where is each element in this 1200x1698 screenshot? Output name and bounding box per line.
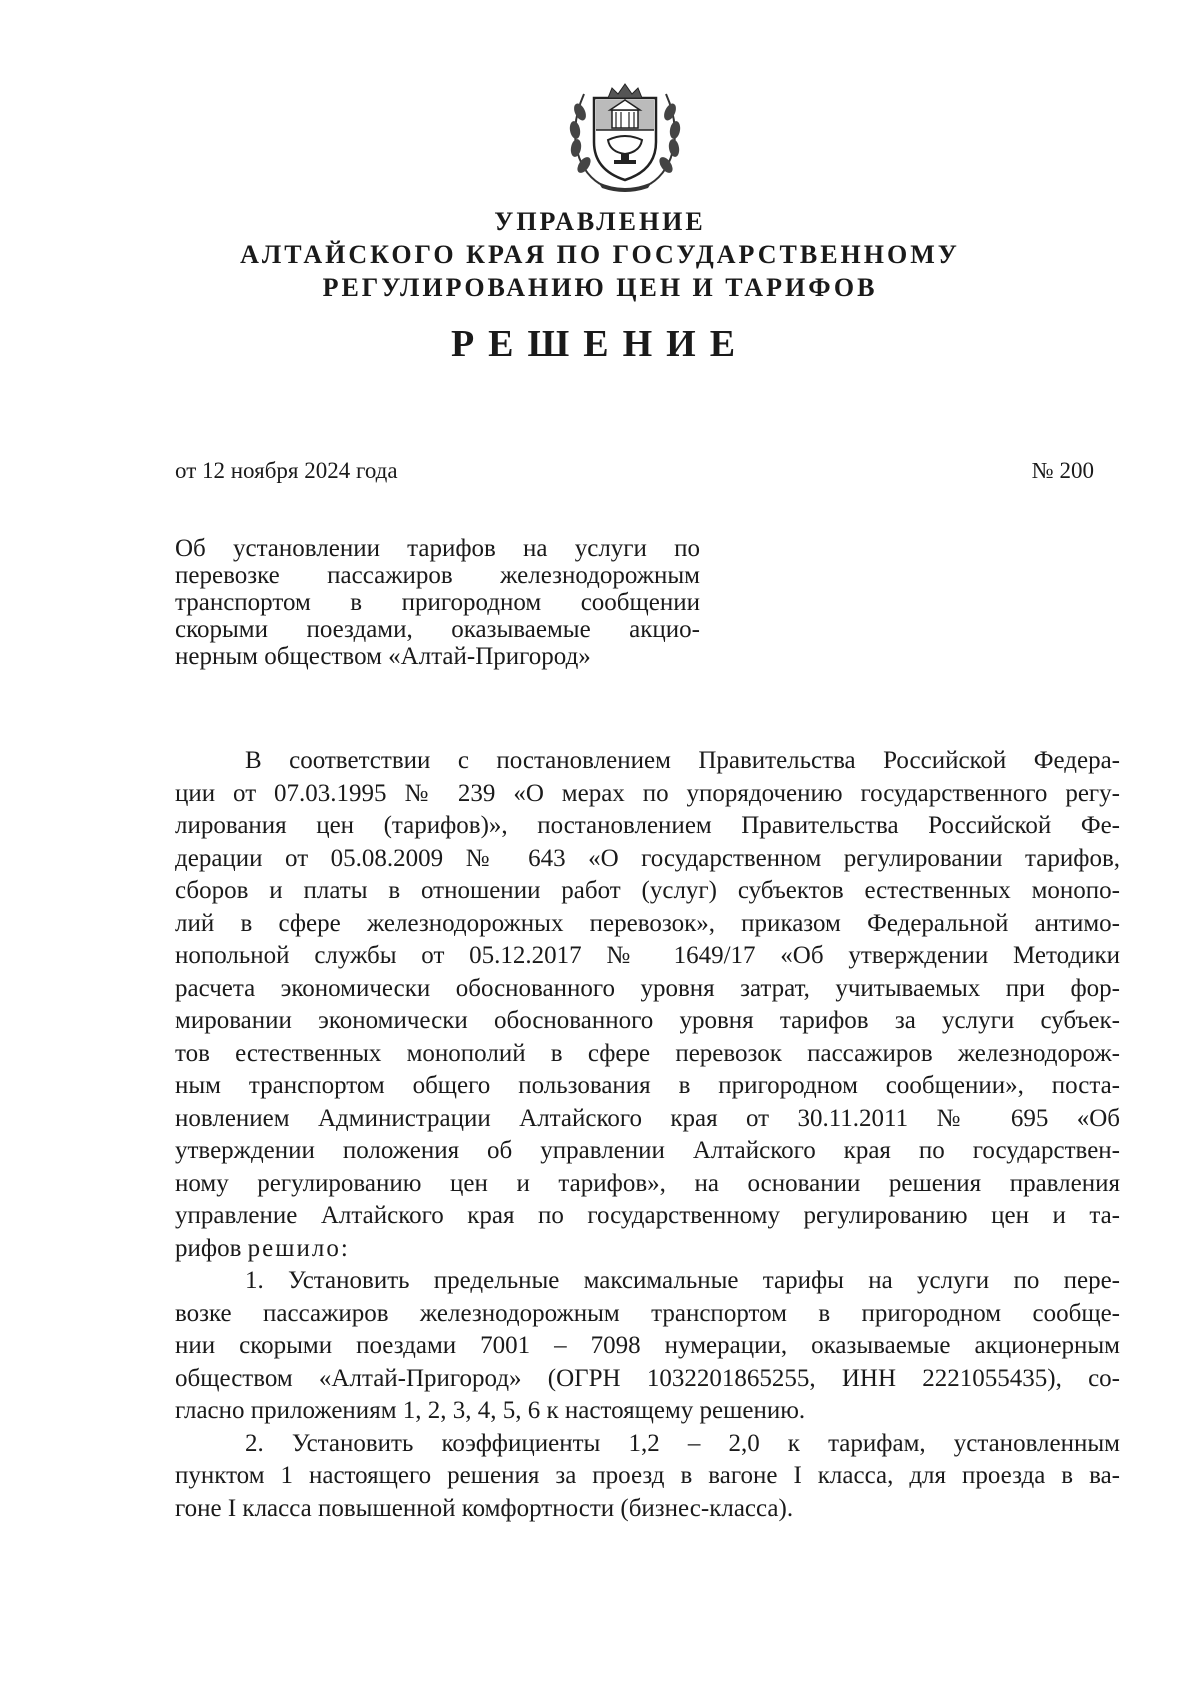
subject-line: скорыми поездами, оказываемые акцио-	[175, 616, 700, 643]
document-subject	[175, 535, 700, 670]
body-line: нопольной службы от 05.12.2017 № 1649/17 «Об утверждении Методики	[175, 942, 1120, 969]
subject-line: транспортом в пригородном сообщении	[175, 589, 700, 616]
body-line: гласно приложениям 1, 2, 3, 4, 5, 6 к настоящему решению.	[175, 1397, 806, 1424]
body-line: ции от 07.03.1995 № 239 «О мерах по упорядочению государственного регу-	[175, 779, 1120, 807]
body-line: управление Алтайского края по государственному регулированию цен и та-	[175, 1202, 1120, 1229]
body-line: тов естественных монополий в сфере перевозок пассажиров железнодорож-	[175, 1039, 1120, 1067]
body-line: ным транспортом общего пользования в пригородном сообщении», поста-	[175, 1072, 1120, 1099]
body-line: 2. Установить коэффициенты 1,2 – 2,0 к тарифам, установленным	[245, 1429, 1120, 1457]
body-line: лирования цен (тарифов)», постановлением Правительства Российской Фе-	[175, 812, 1120, 839]
header-line-2: АЛТАЙСКОГО КРАЯ ПО ГОСУДАРСТВЕННОМУ	[240, 240, 960, 269]
subject-line: перевозке пассажиров железнодорожным	[175, 562, 700, 589]
decision-word: решило:	[247, 1234, 350, 1262]
body-line: дерации от 05.08.2009 № 643 «О государственном регулировании тарифов,	[175, 844, 1120, 872]
document-number: № 200	[1031, 458, 1094, 483]
body-line: 1. Установить предельные максимальные тарифы на услуги по пере-	[245, 1267, 1120, 1294]
body-line: сборов и платы в отношении работ (услуг) субъектов естественных монопо-	[175, 877, 1120, 904]
body-line: новлением Администрации Алтайского края от 30.11.2011 № 695 «Об	[175, 1104, 1120, 1132]
document-body	[175, 745, 1120, 1525]
body-line: В соответствии с постановлением Правительства Российской Федера-	[245, 747, 1120, 774]
authority-header	[0, 205, 1200, 304]
body-line: утверждении положения об управлении Алтайского края по государствен-	[175, 1137, 1120, 1164]
header-line-1: УПРАВЛЕНИЕ	[494, 207, 706, 236]
document-date: от 12 ноября 2024 года	[175, 458, 398, 483]
body-line: мировании экономически обоснованного уровня тарифов за услуги субъек-	[175, 1007, 1120, 1034]
subject-line: Об установлении тарифов на услуги по	[175, 535, 700, 562]
document-type-title: РЕШЕНИЕ	[450, 323, 750, 365]
body-line: возке пассажиров железнодорожным транспортом в пригородном сообще-	[175, 1299, 1120, 1327]
body-line	[175, 1233, 1120, 1266]
body-line: нии скорыми поездами 7001 – 7098 нумерации, оказываемые акционерным	[175, 1332, 1120, 1359]
coat-of-arms-emblem	[560, 72, 690, 194]
body-line: лий в сфере железнодорожных перевозок», приказом Федеральной антимо-	[175, 909, 1120, 937]
body-line: гоне I класса повышенной комфортности (бизнес-класса).	[175, 1494, 794, 1522]
header-line-3: РЕГУЛИРОВАНИЮ ЦЕН И ТАРИФОВ	[322, 273, 878, 302]
body-line: расчета экономически обоснованного уровня затрат, учитываемых при фор-	[175, 974, 1120, 1002]
body-line: пунктом 1 настоящего решения за проезд в вагоне I класса, для проезда в ва-	[175, 1462, 1120, 1489]
body-line: ному регулированию цен и тарифов», на основании решения правления	[175, 1169, 1120, 1197]
body-text: рифов	[175, 1234, 242, 1262]
body-line: обществом «Алтай-Пригород» (ОГРН 1032201865255, ИНН 2221055435), со-	[175, 1364, 1120, 1392]
subject-line: нерным обществом «Алтай-Пригород»	[175, 643, 591, 670]
